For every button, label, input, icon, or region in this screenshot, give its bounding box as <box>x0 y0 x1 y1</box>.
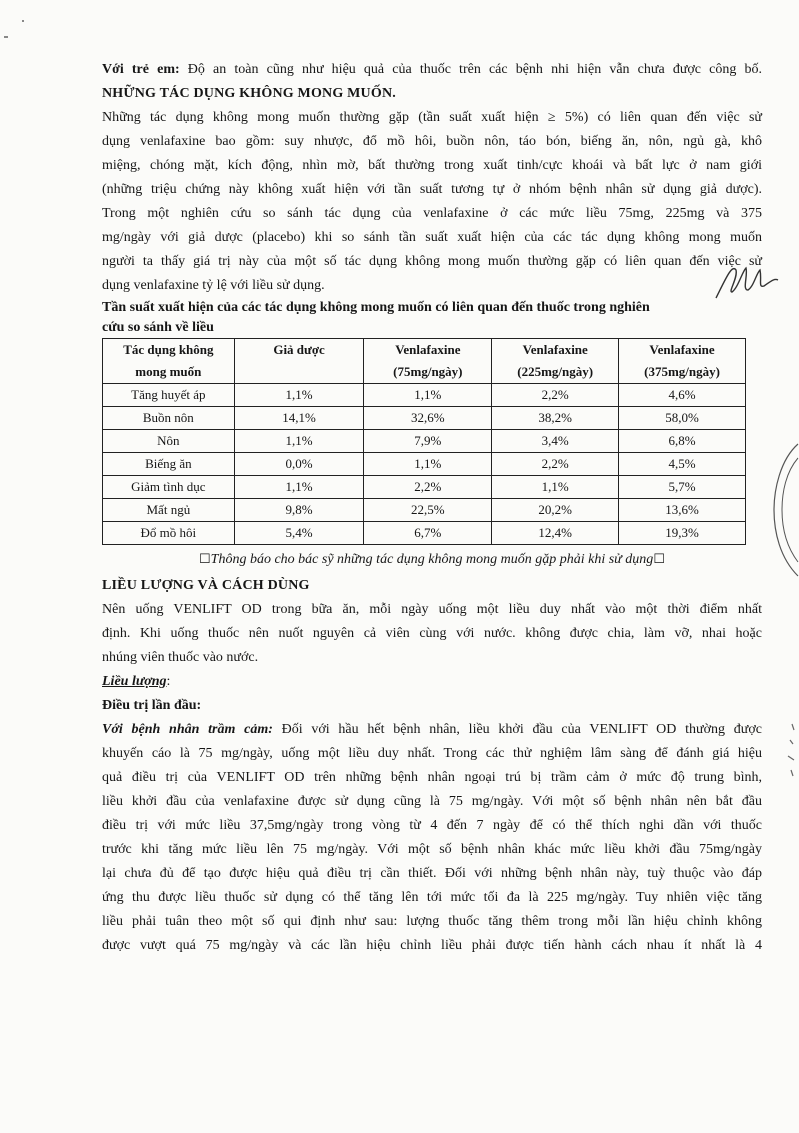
initial-treatment-heading: Điều trị lần đầu: <box>102 698 202 713</box>
value-cell: 13,6% <box>619 499 746 522</box>
table-header-row <box>103 361 746 384</box>
value-cell: 1,1% <box>364 453 492 476</box>
scan-mark <box>784 720 798 780</box>
text-line: ứng thu được liều thuốc sử dụng có thể tăng lên tới mức tối đa là 225 mg/ngày. Tuy nhiên việc tăng <box>102 890 762 905</box>
value-cell: 12,4% <box>492 522 619 545</box>
effect-cell: Nôn <box>103 430 235 453</box>
children-label: Với trẻ em: <box>102 62 180 77</box>
text-line <box>102 718 762 742</box>
value-cell: 6,7% <box>364 522 492 545</box>
value-cell: 7,9% <box>364 430 492 453</box>
depression-paragraph <box>102 718 762 958</box>
value-cell: 1,1% <box>234 384 364 407</box>
depression-first-text: Đối với hầu hết bệnh nhân, liều khởi đầu của VENLIFT OD thường được <box>272 722 762 737</box>
value-cell: 1,1% <box>492 476 619 499</box>
side-effects-heading: NHỮNG TÁC DỤNG KHÔNG MONG MUỐN. <box>102 86 396 101</box>
dosage-subheading <box>102 670 762 694</box>
effect-cell: Buồn nôn <box>103 407 235 430</box>
value-cell: 1,1% <box>234 476 364 499</box>
depression-label: Với bệnh nhân trầm cảm: <box>102 722 273 737</box>
table-title-line1: Tần suất xuất hiện của các tác dụng không mong muốn có liên quan đến thuốc trong nghiên <box>102 300 650 315</box>
text-line: quả điều trị của VENLIFT OD trên những bệnh nhân ngoại trú bị trầm cảm ở mức độ trung bình, <box>102 770 762 785</box>
value-cell: 20,2% <box>492 499 619 522</box>
value-cell: 6,8% <box>619 430 746 453</box>
text-line: khuyến cáo là 75 mg/ngày, uống một liều duy nhất. Trong các thử nghiệm lâm sàng để đánh giá hiệu <box>102 746 762 761</box>
effect-cell: Biếng ăn <box>103 453 235 476</box>
scan-mark <box>22 20 24 22</box>
text-line: người ta thấy giá trị này của một số tác dụng không mong muốn thường gặp có liên quan đến việc sử <box>102 254 762 269</box>
children-paragraph <box>102 58 762 82</box>
table-row <box>103 499 746 522</box>
value-cell: 4,5% <box>619 453 746 476</box>
value-cell: 4,6% <box>619 384 746 407</box>
scan-mark <box>4 36 8 38</box>
value-cell: 38,2% <box>492 407 619 430</box>
side-effects-paragraph <box>102 106 762 298</box>
value-cell: 3,4% <box>492 430 619 453</box>
dosage-heading: LIỀU LƯỢNG VÀ CÁCH DÙNG <box>102 578 310 593</box>
value-cell: 19,3% <box>619 522 746 545</box>
text-line: điều trị với mức liều 37,5mg/ngày trong vòng từ 4 đến 7 ngày để có thể thích nghi dần với thuốc <box>102 818 762 833</box>
header-cell: Venlafaxine <box>364 339 492 362</box>
children-text: Độ an toàn cũng như hiệu quả của thuốc trên các bệnh nhi hiện vẫn chưa được công bố. <box>179 62 762 77</box>
value-cell: 32,6% <box>364 407 492 430</box>
caption-text: Thông báo cho bác sỹ những tác dụng không mong muốn gặp phải khi sử dụng <box>210 552 654 567</box>
effect-cell: Tăng huyết áp <box>103 384 235 407</box>
document-page <box>102 58 762 958</box>
dosage-paragraph <box>102 598 762 670</box>
effect-cell: Mất ngủ <box>103 499 235 522</box>
text-line: liều khởi đầu của venlafaxine được sử dụng cũng là 75 mg/ngày. Với một số bệnh nhân nên bắt đầu <box>102 794 762 809</box>
dosage-subheading-label: Liều lượng <box>102 674 167 689</box>
signature-mark <box>712 258 782 306</box>
header-cell: Giả dược <box>234 339 364 362</box>
value-cell: 58,0% <box>619 407 746 430</box>
stamp-seal <box>770 440 799 580</box>
text-line: dụng venlafaxine tỷ lệ với liều sử dụng. <box>102 278 325 293</box>
value-cell: 0,0% <box>234 453 364 476</box>
header-cell: Venlafaxine <box>619 339 746 362</box>
header-cell: Venlafaxine <box>492 339 619 362</box>
value-cell: 22,5% <box>364 499 492 522</box>
text-line: trước khi tăng mức liều lên 75 mg/ngày. Với một số bệnh nhân khác mức liều khởi đầu 75mg/ngày <box>102 842 762 857</box>
text-line: nhúng viên thuốc vào nước. <box>102 650 259 665</box>
header-cell: mong muốn <box>103 361 235 384</box>
header-cell: Tác dụng không <box>103 339 235 362</box>
table-row <box>103 522 746 545</box>
value-cell: 5,4% <box>234 522 364 545</box>
text-line: liều phải tuân theo một số qui định như sau: lượng thuốc tăng thêm trong mỗi lần hiệu chỉnh không <box>102 914 762 929</box>
value-cell: 5,7% <box>619 476 746 499</box>
text-line: Những tác dụng không mong muốn thường gặp (tần suất xuất hiện ≥ 5%) có liên quan đến việc sử <box>102 110 762 125</box>
value-cell: 9,8% <box>234 499 364 522</box>
table-header-row <box>103 339 746 362</box>
value-cell: 2,2% <box>492 453 619 476</box>
value-cell: 1,1% <box>364 384 492 407</box>
dosage-subheading-colon: : <box>166 674 171 689</box>
text-line: lại chưa đủ để tạo được hiệu quả điều trị cần thiết. Đối với những bệnh nhân này, tuỳ thuộc vào đáp <box>102 866 762 881</box>
checkbox-glyph: ☐ <box>653 551 665 566</box>
table-title <box>102 298 762 338</box>
header-cell: (75mg/ngày) <box>364 361 492 384</box>
table-row <box>103 384 746 407</box>
text-line: được vượt quá 75 mg/ngày và các lần hiệu chỉnh liều phải được tiến hành cách nhau ít nhất là 4 <box>102 938 762 953</box>
text-line: Trong một nghiên cứu so sánh tác dụng của venlafaxine ở các mức liều 75mg, 225mg và 375 <box>102 206 762 221</box>
table-row <box>103 476 746 499</box>
header-cell: (225mg/ngày) <box>492 361 619 384</box>
table-title-line2: cứu so sánh về liều <box>102 320 214 335</box>
value-cell: 2,2% <box>492 384 619 407</box>
effect-cell: Giảm tình dục <box>103 476 235 499</box>
text-line: mg/ngày với giả dược (placebo) khi so sánh tần suất xuất hiện của các tác dụng không mong muốn <box>102 230 762 245</box>
table-row <box>103 453 746 476</box>
value-cell: 2,2% <box>364 476 492 499</box>
text-line: miệng, chóng mặt, kích động, nhìn mờ, bất thường trong xuất tinh/cực khoái và bất lực ở nam giới <box>102 158 762 173</box>
checkbox-glyph: ☐ <box>199 551 211 566</box>
text-line: (những triệu chứng này không xuất hiện với tần suất tương tự ở nhóm bệnh nhân sử dụng giả dược). <box>102 182 762 197</box>
header-cell: (375mg/ngày) <box>619 361 746 384</box>
table-row <box>103 430 746 453</box>
table-row <box>103 407 746 430</box>
header-cell <box>234 361 364 384</box>
text-line: Nên uống VENLIFT OD trong bữa ăn, mỗi ngày uống một liều duy nhất vào một thời điểm nhất <box>102 602 762 617</box>
table-caption <box>102 547 762 572</box>
effect-cell: Đổ mồ hôi <box>103 522 235 545</box>
value-cell: 1,1% <box>234 430 364 453</box>
text-line: định. Khi uống thuốc nên nuốt nguyên cả viên cùng với nước. không được chia, làm vỡ, nhai hoặc <box>102 626 762 641</box>
value-cell: 14,1% <box>234 407 364 430</box>
text-line: dụng venlafaxine bao gồm: suy nhược, đổ mồ hôi, buồn nôn, táo bón, biếng ăn, nôn, ngủ gà, khô <box>102 134 762 149</box>
side-effects-table <box>102 338 746 545</box>
